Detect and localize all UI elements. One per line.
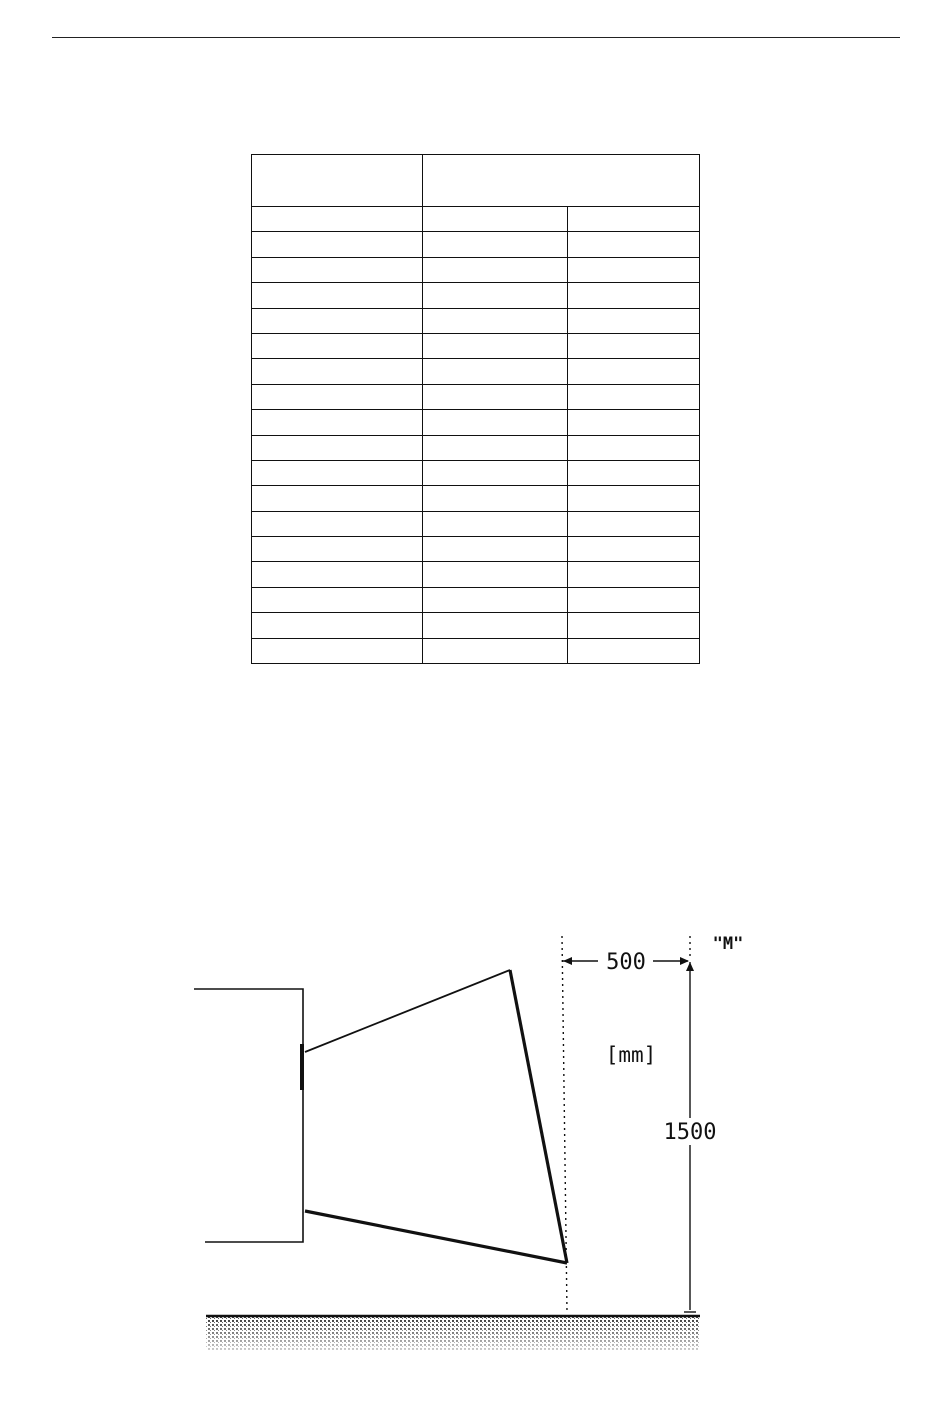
- table-row: [252, 562, 700, 587]
- table-row: [252, 613, 700, 638]
- table-cell: [252, 511, 423, 536]
- table-cell: [423, 460, 568, 485]
- table-cell: [423, 207, 568, 232]
- table-cell: [568, 537, 700, 562]
- table-cell: [423, 435, 568, 460]
- table-cell: [568, 232, 700, 257]
- table-cell: [252, 232, 423, 257]
- table-cell: [252, 384, 423, 409]
- arrowhead-icon: [686, 962, 694, 971]
- table-cell: [423, 613, 568, 638]
- table-cell: [252, 486, 423, 511]
- header-rule: [52, 37, 900, 38]
- table-row: [252, 232, 700, 257]
- installation-diagram: [0, 900, 950, 1409]
- table-cell: [568, 384, 700, 409]
- table-cell: [568, 207, 700, 232]
- table-row: [252, 384, 700, 409]
- table-cell: [252, 587, 423, 612]
- table-cell: [252, 410, 423, 435]
- floor-fade: [206, 1316, 700, 1350]
- table-cell: [423, 359, 568, 384]
- table-row: [252, 511, 700, 536]
- table-cell: [252, 435, 423, 460]
- fixture-top-edge: [305, 970, 510, 1052]
- table-row: [252, 359, 700, 384]
- unit-label: [mm]: [605, 1043, 657, 1067]
- table-cell: [568, 613, 700, 638]
- table-cell: [423, 384, 568, 409]
- table-cell: [568, 460, 700, 485]
- table-row: [252, 435, 700, 460]
- table-cell: [252, 257, 423, 282]
- table-cell: [568, 511, 700, 536]
- table-cell: [252, 460, 423, 485]
- table-row: [252, 333, 700, 358]
- marker-label: "M": [712, 934, 744, 954]
- data-table: [251, 154, 700, 664]
- table-row: [252, 257, 700, 282]
- table-cell: [252, 308, 423, 333]
- table-cell: [423, 283, 568, 308]
- table-cell: [423, 511, 568, 536]
- table-cell: [252, 283, 423, 308]
- table-cell: [423, 333, 568, 358]
- table-cell: [252, 562, 423, 587]
- table-cell: [568, 410, 700, 435]
- table-cell: [423, 410, 568, 435]
- arrowhead-icon: [563, 957, 572, 965]
- horizontal-distance-label: 500: [606, 950, 646, 975]
- table-cell: [423, 257, 568, 282]
- table-cell: [252, 537, 423, 562]
- table-cell: [423, 537, 568, 562]
- table-cell: [568, 333, 700, 358]
- table-cell: [423, 587, 568, 612]
- fixture-front-edge: [510, 970, 567, 1263]
- table-row: [252, 638, 700, 663]
- table-row: [252, 460, 700, 485]
- table-row: [252, 486, 700, 511]
- header-cell: [423, 155, 700, 207]
- table-row: [252, 587, 700, 612]
- fixture-bottom-edge: [305, 1211, 567, 1263]
- table-cell: [568, 587, 700, 612]
- table-cell: [252, 638, 423, 663]
- table-row: [252, 410, 700, 435]
- table-row: [252, 283, 700, 308]
- table-cell: [252, 333, 423, 358]
- header-cell: [252, 155, 423, 207]
- table-cell: [568, 359, 700, 384]
- table-row: [252, 308, 700, 333]
- vertical-height-label: 1500: [663, 1120, 717, 1145]
- table-cell: [423, 562, 568, 587]
- table-cell: [568, 486, 700, 511]
- wall-outline: [194, 989, 303, 1242]
- table-cell: [252, 613, 423, 638]
- table-row: [252, 207, 700, 232]
- table-cell: [568, 308, 700, 333]
- arrowhead-icon: [680, 957, 689, 965]
- table-cell: [423, 308, 568, 333]
- table-cell: [423, 232, 568, 257]
- table-cell: [423, 638, 568, 663]
- table-cell: [423, 486, 568, 511]
- table-header-row: [252, 155, 700, 207]
- table-cell: [252, 207, 423, 232]
- table-cell: [252, 359, 423, 384]
- table-cell: [568, 562, 700, 587]
- table-cell: [568, 257, 700, 282]
- table-cell: [568, 435, 700, 460]
- table-row: [252, 537, 700, 562]
- table-cell: [568, 283, 700, 308]
- table-cell: [568, 638, 700, 663]
